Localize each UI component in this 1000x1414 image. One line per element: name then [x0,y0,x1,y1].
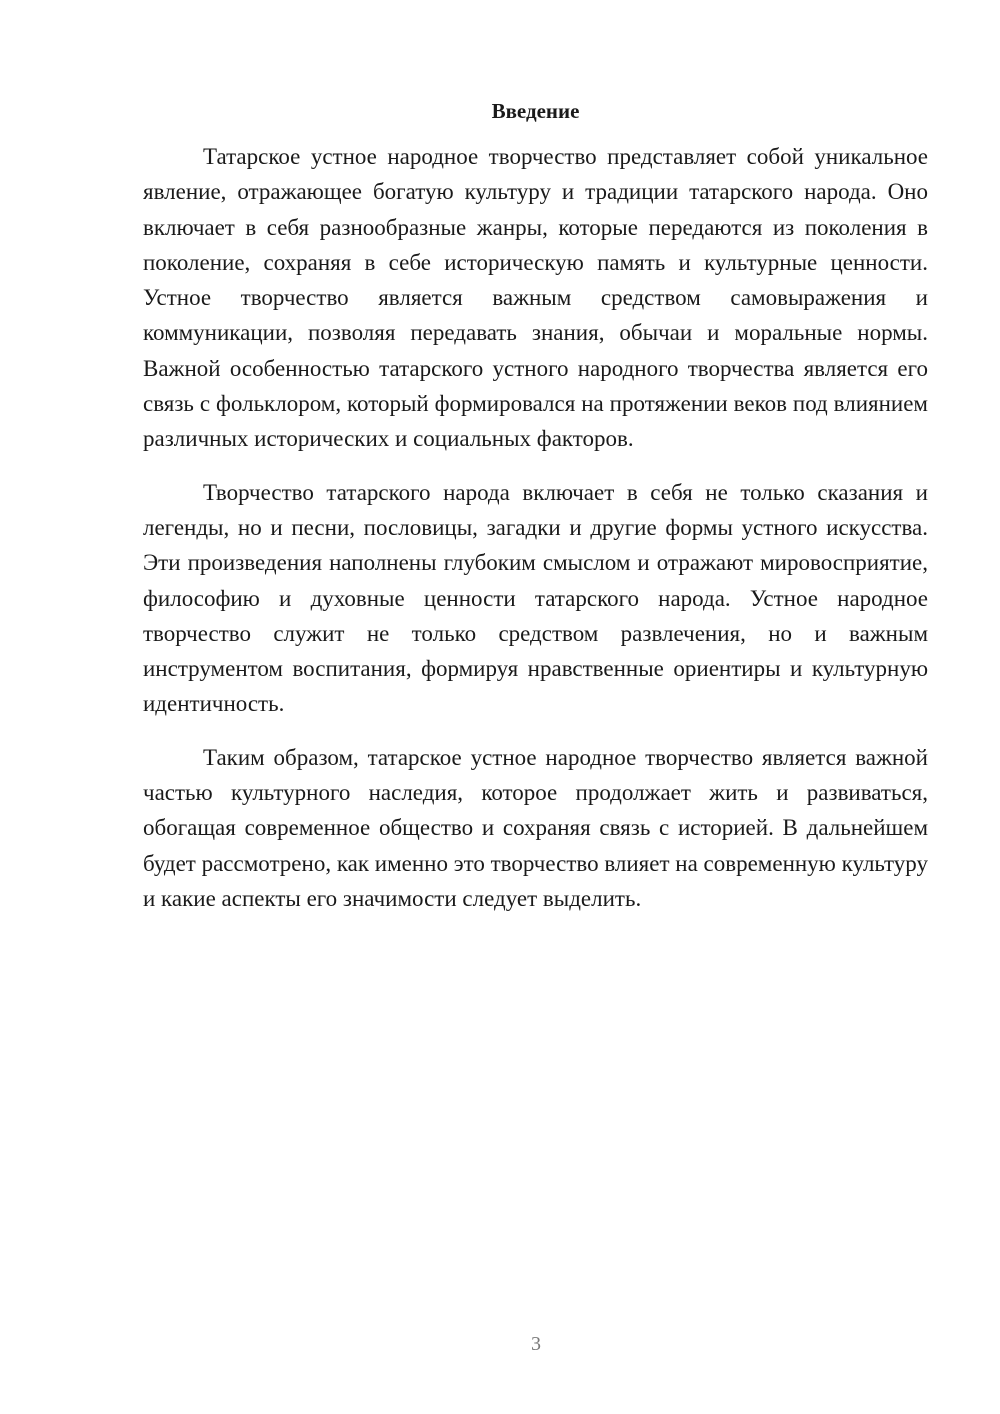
paragraph-2: Творчество татарского народа включает в себя не только сказания и легенды, но и песни, пословицы, загадки и другие формы устного искусства. Эти произведения наполнены глубоким смыслом и отражают мировосприятие, философию и духовные ценности татарского народа. Устное народное творчество служит не только средством развлечения, но и важным инструментом воспитания, формируя нравственные ориентиры и культурную идентичность. [143,479,928,717]
paragraph-3: Таким образом, татарское устное народное творчество является важной частью культурного наследия, которое продолжает жить и развиваться, обогащая современное общество и сохраняя связь с историей. В дальнейшем будет рассмотрено, как именно это творчество влияет на современную культуру и какие аспекты его значимости следует выделить. [143,744,928,911]
page-body [143,95,928,934]
page-number: 3 [531,1333,541,1355]
section-heading: Введение [491,99,580,123]
paragraph-1: Татарское устное народное творчество представляет собой уникальное явление, отражающее богатую культуру и традиции татарского народа. Оно включает в себя разнообразные жанры, которые передаются из поколения в поколение, сохраняя в себе историческую память и культурные ценности. Устное творчество является важным средством самовыражения и коммуникации, позволяя передавать знания, обычаи и моральные нормы. Важной особенностью татарского устного народного творчества является его связь с фольклором, который формировался на протяжении веков под влиянием различных исторических и социальных факторов. [143,144,928,452]
